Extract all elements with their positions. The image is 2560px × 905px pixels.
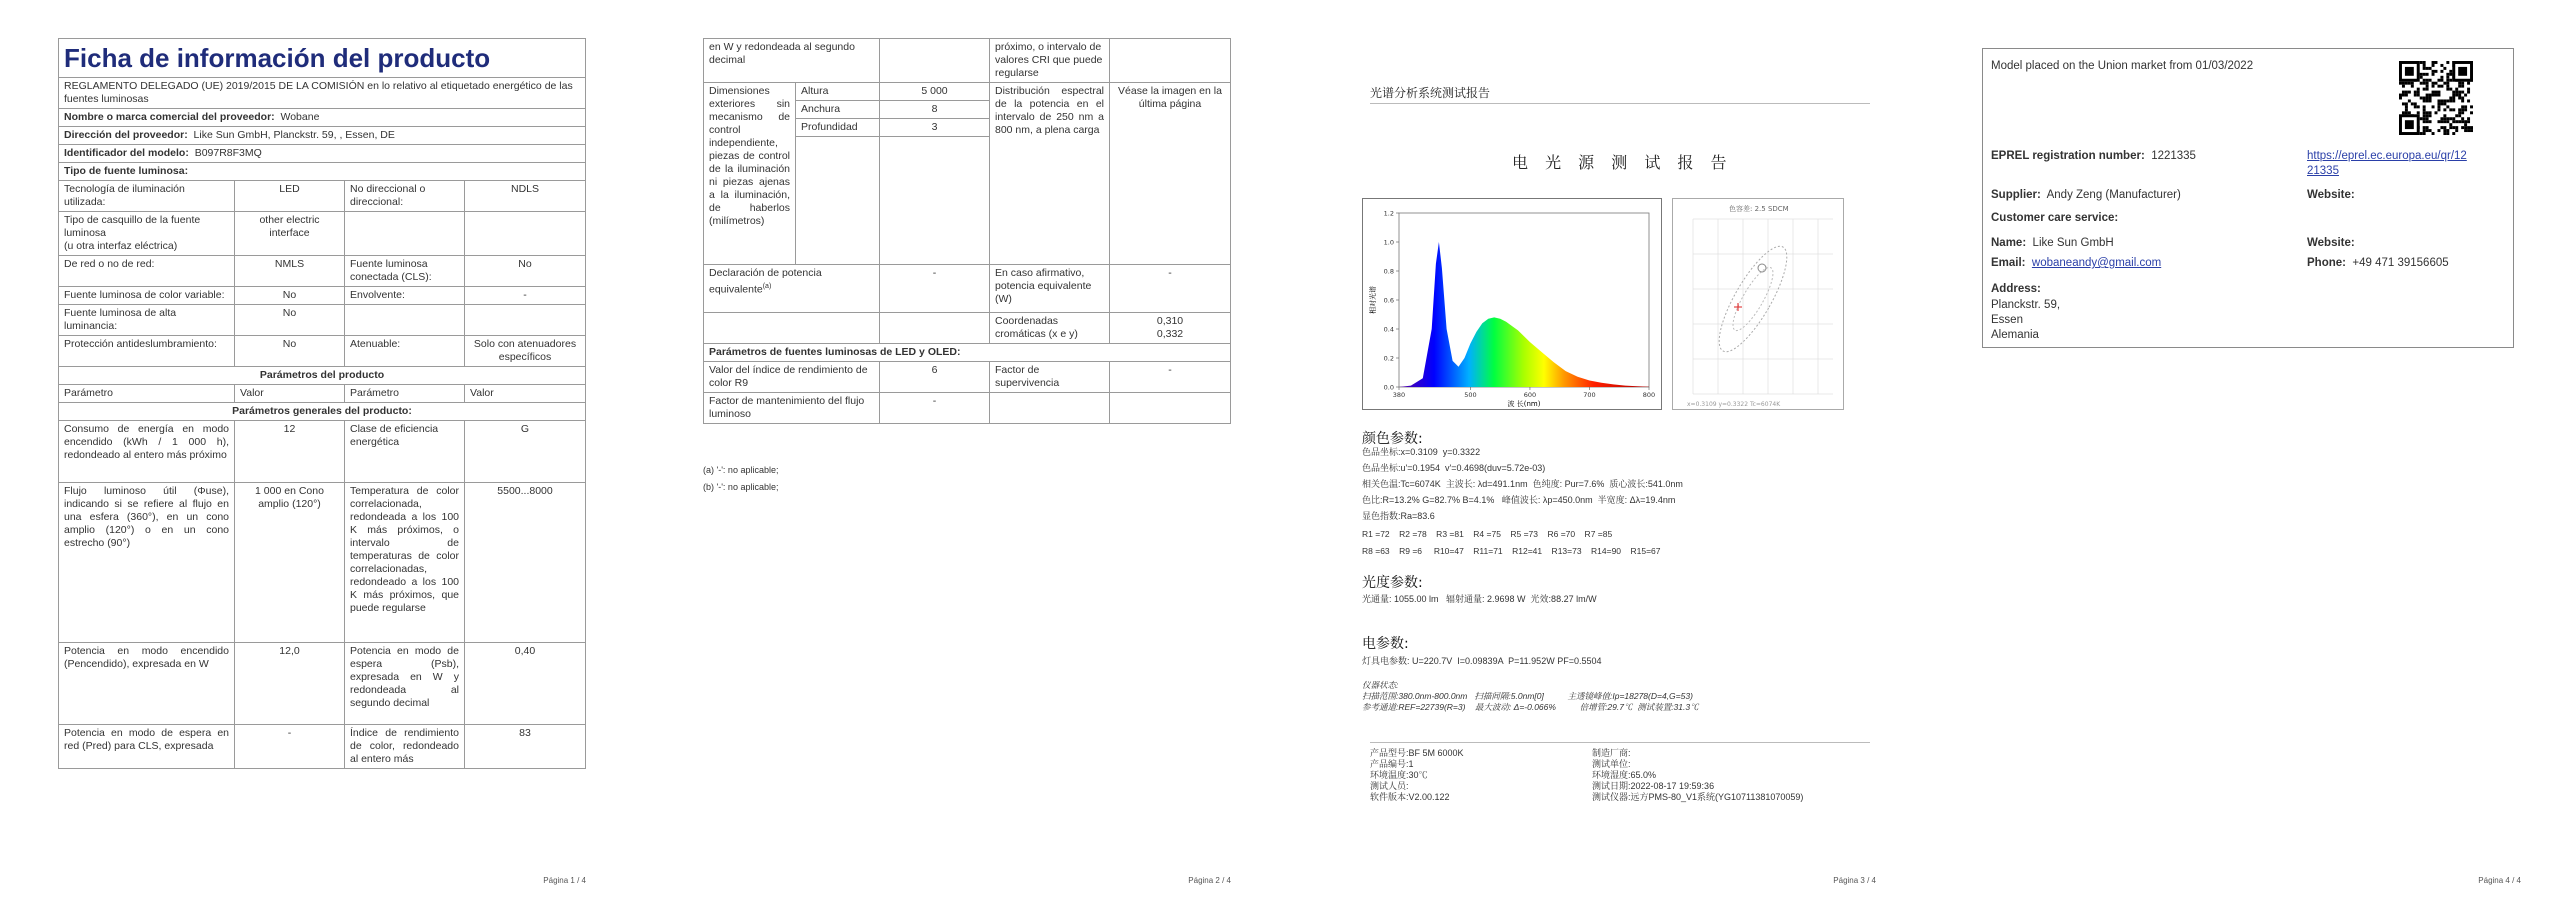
market-date: Model placed on the Union market from 01/03/2022 bbox=[1991, 60, 2254, 72]
customer-care-heading: Customer care service: bbox=[1991, 212, 2119, 224]
electrical-heading: 电参数: bbox=[1362, 636, 1409, 652]
supplier-address-row: Dirección del proveedor: Like Sun GmbH, Planckstr. 59, , Essen, DE bbox=[59, 127, 586, 145]
y-tick-label: 0.2 bbox=[1383, 354, 1394, 363]
page-number: Página 1 / 4 bbox=[543, 876, 586, 885]
x-tick-label: 700 bbox=[1583, 391, 1596, 399]
x-tick-label: 500 bbox=[1464, 391, 1477, 399]
params-heading: Parámetros del producto bbox=[59, 367, 586, 385]
table-row: Factor de mantenimiento del flujo luminoso - bbox=[704, 393, 1231, 424]
x-tick-label: 600 bbox=[1523, 391, 1537, 399]
table-row: en W y redondeada al segundo decimal próximo, o intervalo de valores CRI que puede regularse bbox=[704, 39, 1231, 83]
table-row: Declaración de potencia equivalente$^{(a)}$ - En caso afirmativo, potencia equivalente (W) - bbox=[704, 265, 1231, 313]
footnote-b: (b) '-': no aplicable; bbox=[703, 482, 779, 492]
x-tick-label: 800 bbox=[1642, 391, 1656, 399]
table-row: Profundidad 3 bbox=[704, 119, 1231, 137]
eprel-box: Model placed on the Union market from 01/03/2022 EPREL registration number: 1221335 https://eprel.ec.europa.eu/qr/12 21335 Supplier: Andy Zeng (Manufacturer) Website: Customer care service: Name: Like Sun GmbH Website: Email: wobaneandy@gmail.com Phone: +49 471 39156605 Address: Planckstr. 59, Essen Alemania bbox=[1982, 48, 2514, 348]
photometric-heading: 光度参数: bbox=[1362, 575, 1423, 591]
y-tick-label: 0.6 bbox=[1383, 296, 1394, 305]
table-row: Potencia en modo de espera en red (Pred) para CLS, expresada - Índice de rendimiento de color, redondeado al entero más 83 bbox=[59, 725, 586, 769]
table-row: De red o no de red: NMLS Fuente luminosa conectada (CLS): No bbox=[59, 256, 586, 287]
chromaticity-chart bbox=[1672, 198, 1844, 410]
column-header-row: Parámetro Valor Parámetro Valor bbox=[59, 385, 586, 403]
y-tick-label: 0.4 bbox=[1383, 325, 1394, 334]
page-3: 光谱分析系统测试报告 电 光 源 测 试 报 告 0.0 0.2 0.4 0.6 0.8 1.0 1.2 380 500 600 700 800 波 长(nm) 相对光谱 色容差: 2.5 SDCM x=0.3109 y=0.3322 Tc=6074K 颜色参数: 色品坐标:x=0.3109 y=0.3322 色品坐标:u'=0.1954 v'=0.4698(duv=5.72e-03) 相关色温:Tc=6074K 主波长: λd=491.1nm 色纯度: Pur=7.6% 质心波长:541.0nm 色比:R=13.2% G=82.7% B=4.1% 峰值波长: λp=450.0nm 半宽度: Δλ=19.4nm 显色指数:Ra=83.6 R1 =72 R2 =78 R3 =81 R4 =75 R5 =73 R6 =70 R7 =85 R8 =63 R9 =6 R10=47 R11=71 R12=41 R13=73 R14=90 R15=67 光度参数: 光通量: 1055.00 lm 辐射通量: 2.9698 W 光效:88.27 lm/W 电参数: 灯具电参数: U=220.7V I=0.09839A P=11.952W PF=0.5504 仪器状态: 扫描范围:380.0nm-800.0nm 扫描间隔:5.0nm[0] 主透镜峰值:Ip=18278(D=4,G=53) 参考通道:REF=22739(R=3) 最大波动: Δ=-0.066% 倍增管:29.7℃ 测试装置:31.3℃ 产品型号:BF 5M 6000K 产品编号:1 环境温度:30℃ 测试人员: 软件版本:V2.00.122 制造厂商: 测试单位: 环境湿度:65.0% 测试日期:2022-08-17 19:59:36 测试仪器:远方PMS-80_V1系统(YG10711381070059) Página 3 / 4 bbox=[1290, 0, 1910, 905]
table-row: Fuente luminosa de color variable: No Envolvente: - bbox=[59, 287, 586, 305]
table-row: Fuente luminosa de alta luminancia: No bbox=[59, 305, 586, 336]
page-4 bbox=[1935, 0, 2555, 905]
table-row: Coordenadas cromáticas (x e y) 0,310 0,332 bbox=[704, 313, 1231, 344]
general-params-heading: Parámetros generales del producto: bbox=[59, 403, 586, 421]
report-header: 光谱分析系统测试报告 bbox=[1370, 86, 1491, 100]
supplier-name-row: Nombre o marca comercial del proveedor: Wobane bbox=[59, 109, 586, 127]
page-1 bbox=[0, 0, 620, 905]
footnote-a: (a) '-': no aplicable; bbox=[703, 465, 779, 475]
table-row: Valor del índice de rendimiento de color R9 6 Factor de supervivencia - bbox=[704, 362, 1231, 393]
eprel-link[interactable]: https://eprel.ec.europa.eu/qr/12 21335 bbox=[2307, 150, 2467, 177]
report-title: 电 光 源 测 试 报 告 bbox=[1512, 153, 1733, 172]
y-tick-label: 1.0 bbox=[1383, 238, 1394, 247]
chroma-title: 色容差: 2.5 SDCM bbox=[1729, 205, 1789, 213]
y-tick-label: 1.2 bbox=[1383, 209, 1394, 218]
regulation-text: REGLAMENTO DELEGADO (UE) 2019/2015 DE LA COMISIÓN en lo relativo al etiquetado energético de las fuentes luminosas bbox=[59, 78, 586, 109]
x-tick-label: 380 bbox=[1392, 391, 1406, 399]
chroma-footer: x=0.3109 y=0.3322 Tc=6074K bbox=[1687, 401, 1781, 408]
type-heading: Tipo de fuente luminosa: bbox=[59, 163, 586, 181]
spectrum-area bbox=[1399, 242, 1649, 387]
page-number: Página 3 / 4 bbox=[1833, 876, 1876, 885]
product-params-table-cont bbox=[703, 38, 1231, 424]
color-params-heading: 颜色参数: bbox=[1362, 431, 1423, 447]
qr-code-icon[interactable] bbox=[2399, 61, 2473, 135]
y-tick-label: 0.8 bbox=[1383, 267, 1394, 276]
table-row: Consumo de energía en modo encendido (kWh / 1 000 h), redondeado al entero más próximo 12 Clase de eficiencia energética G bbox=[59, 421, 586, 483]
page-number: Página 4 / 4 bbox=[2478, 876, 2521, 885]
table-row: Tecnología de iluminación utilizada: LED No direccional o direccional: NDLS bbox=[59, 181, 586, 212]
document-title: Ficha de información del producto bbox=[59, 39, 586, 78]
led-heading: Parámetros de fuentes luminosas de LED y OLED: bbox=[704, 344, 1231, 362]
model-id-row: Identificador del modelo: B097R8F3MQ bbox=[59, 145, 586, 163]
page-number: Página 2 / 4 bbox=[1188, 876, 1231, 885]
table-row: Tipo de casquillo de la fuente luminosa (u otra interfaz eléctrica) other electric interface bbox=[59, 212, 586, 256]
table-row: Dimensiones exteriores sin mecanismo de control independiente, piezas de control de la iluminación ni piezas ajenas a la iluminación, de haberlos (milímetros) Altura 5 000 Distribución espectral de la potencia en el intervalo de 250 nm a 800 nm, a plena carga Véase la imagen en la última página bbox=[704, 83, 1231, 101]
table-row: Potencia en modo encendido (Pencendido), expresada en W 12,0 Potencia en modo de espera (Psb), expresada en W y redondeada al segundo decimal 0,40 bbox=[59, 643, 586, 725]
y-tick-label: 0.0 bbox=[1383, 383, 1394, 392]
table-row: Protección antideslumbramiento: No Atenuable: Solo con atenuadores específicos bbox=[59, 336, 586, 367]
page-2 bbox=[645, 0, 1265, 905]
table-row: Flujo luminoso útil (Φuse), indicando si se refiere al flujo en una esfera (360°), en un cono amplio (120°) o en un cono estrecho (90°) 1 000 en Cono amplio (120°) Temperatura de color correlacionada, redondeada a los 100 K más próximos, o intervalo de temperaturas de color correlacionadas, redondeado a los 100 K más próximos, que puede regularse 5500...8000 bbox=[59, 483, 586, 643]
spectrum-svg bbox=[1363, 199, 1663, 411]
x-axis-label: 波 长(nm) bbox=[1507, 400, 1541, 408]
y-axis-label: 相对光谱 bbox=[1369, 286, 1377, 314]
table-row: Anchura 8 bbox=[704, 101, 1231, 119]
chromaticity-svg bbox=[1673, 199, 1845, 411]
spectrum-chart bbox=[1362, 198, 1662, 410]
chroma-point bbox=[1734, 303, 1742, 311]
product-info-table bbox=[58, 38, 586, 769]
email-link[interactable]: wobaneandy@gmail.com bbox=[2031, 257, 2162, 269]
